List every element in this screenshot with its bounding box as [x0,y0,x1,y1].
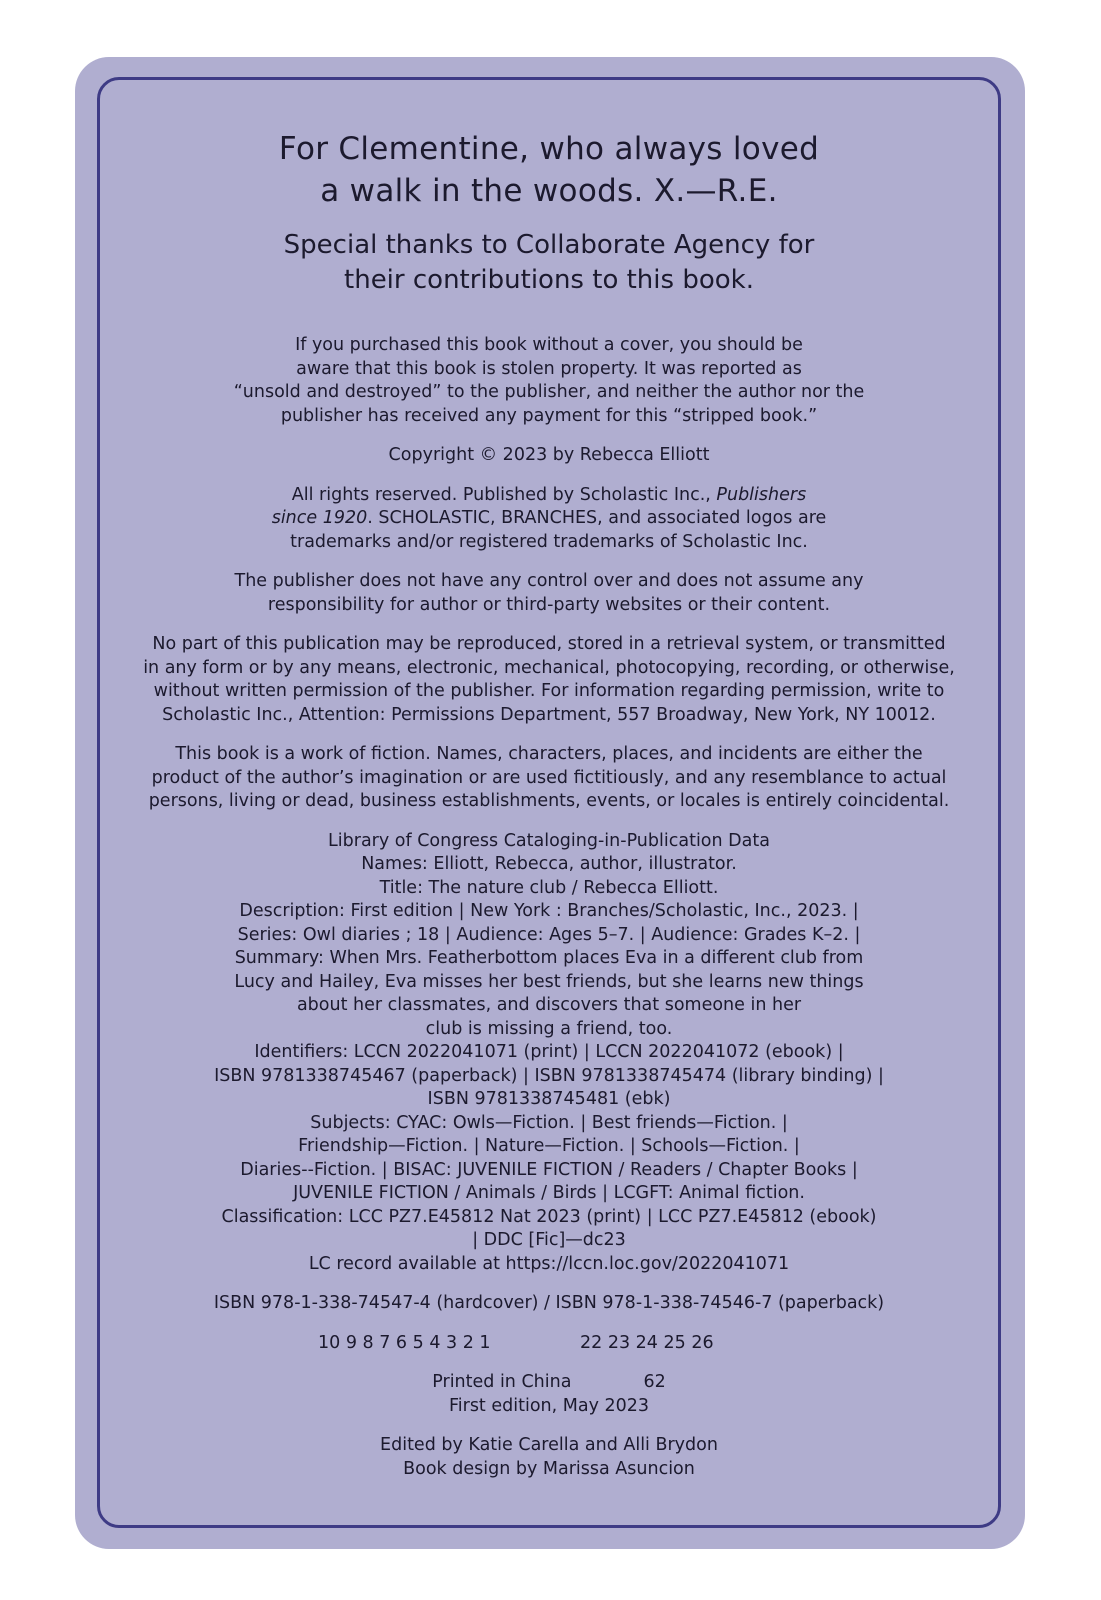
cip-line: Title: The nature club / Rebecca Elliott. [379,877,719,898]
fiction-line: This book is a work of fiction. Names, characters, places, and incidents are either the [175,744,923,764]
stolen-book-notice [100,334,998,428]
printed-code: 62 [643,1372,666,1392]
rights-text: All rights reserved. Published by Scholastic Inc., [291,484,717,505]
design-credit: Book design by Marissa Asuncion [403,1458,695,1479]
cip-line: Summary: When Mrs. Featherbottom places Eva in a different club from [234,948,864,968]
cip-line: Series: Owl diaries ; 18 | Audience: Ages 5–7. | Audience: Grades K–2. | [237,924,861,945]
cip-line: Friendship—Fiction. | Nature—Fiction. | Schools—Fiction. | [298,1136,800,1156]
notice-line: publisher has received any payment for this “stripped book.” [280,405,818,426]
rights-line-1 [100,484,998,508]
cip-line: club is missing a friend, too. [425,1018,673,1039]
print-run: 10 9 8 7 6 5 4 3 2 1 [318,1332,491,1353]
cip-line: JUVENILE FICTION / Animals / Birds | LCGFT: Animal fiction. [293,1183,805,1203]
cip-line: | DDC [Fic]—dc23 [472,1230,626,1250]
disclaimer-line: responsibility for author or third-party websites or their content. [267,594,831,615]
reproduction-line: No part of this publication may be reproduced, stored in a retrieval system, or transmitted [152,634,946,654]
notice-line: aware that this book is stolen property. It was reported as [296,358,802,379]
cip-line: Names: Elliott, Rebecca, author, illustrator. [361,854,737,874]
websites-disclaimer [100,570,998,617]
copyright-line: Copyright © 2023 by Rebecca Elliott [388,445,710,465]
rights-line-3: trademarks and/or registered trademarks of Scholastic Inc. [290,531,808,552]
acknowledgement-line: Special thanks to Collaborate Agency for [283,230,815,260]
cip-line: Library of Congress Cataloging-in-Publication Data [328,830,770,851]
edition-line: First edition, May 2023 [448,1395,650,1416]
rights-italic-text: Publishers [716,484,807,505]
cip-line: about her classmates, and discovers that someone in her [296,995,802,1015]
cip-line: Description: First edition | New York : Branches/Scholastic, Inc., 2023. | [239,901,859,921]
cip-line: Classification: LCC PZ7.E45812 Nat 2023 (print) | LCC PZ7.E45812 (ebook) [221,1206,877,1227]
reproduction-line: Scholastic Inc., Attention: Permissions Department, 557 Broadway, New York, NY 10012. [162,704,936,725]
copyright-page [100,80,998,1481]
isbn-line: ISBN 978-1-338-74547-4 (hardcover) / ISBN 978-1-338-74546-7 (paperback) [213,1293,885,1313]
cip-line: Identifiers: LCCN 2022041071 (print) | LCCN 2022041072 (ebook) | [254,1042,844,1062]
dedication-line: a walk in the woods. X.—R.E. [320,173,778,209]
rights-reserved [100,484,998,555]
fiction-line: product of the author’s imagination or are used fictitiously, and any resemblance to actual [151,767,947,788]
rights-italic-text: since 1920 [271,508,368,528]
cip-data [100,830,998,1277]
fiction-disclaimer [100,743,998,814]
reproduction-line: without written permission of the publisher. For information regarding permission, write to [153,681,945,701]
print-line [100,1332,998,1356]
acknowledgement [100,228,998,298]
dedication-line: For Clementine, who always loved [278,131,820,167]
dedication [100,128,998,212]
cip-line: Diaries--Fiction. | BISAC: JUVENILE FICTION / Readers / Chapter Books | [240,1159,858,1180]
disclaimer-line: The publisher does not have any control over and does not assume any [234,571,864,591]
print-years: 22 23 24 25 26 [580,1332,714,1353]
rights-text: . SCHOLASTIC, BRANCHES, and associated logos are [367,508,827,528]
reproduction-notice [100,633,998,727]
rights-line-2 [100,507,998,531]
fiction-line: persons, living or dead, business establishments, events, or locales is entirely coincidental. [148,791,950,811]
printed-in: Printed in China [432,1372,572,1392]
cip-line: ISBN 9781338745481 (ebk) [427,1089,671,1109]
notice-line: “unsold and destroyed” to the publisher, and neither the author nor the [233,382,865,402]
reproduction-line: in any form or by any means, electronic, mechanical, photocopying, recording, or otherwise, [143,657,955,678]
printed-in-line [100,1371,998,1395]
notice-line: If you purchased this book without a cover, you should be [295,335,803,355]
cip-line: Subjects: CYAC: Owls—Fiction. | Best friends—Fiction. | [310,1112,788,1133]
cip-line: Lucy and Hailey, Eva misses her best friends, but she learns new things [234,971,864,992]
cip-line: ISBN 9781338745467 (paperback) | ISBN 9781338745474 (library binding) | [214,1065,884,1086]
acknowledgement-line: their contributions to this book. [344,265,754,295]
cip-line: LC record available at https://lccn.loc.gov/2022041071 [308,1253,790,1274]
editors-line: Edited by Katie Carella and Alli Brydon [380,1435,718,1455]
